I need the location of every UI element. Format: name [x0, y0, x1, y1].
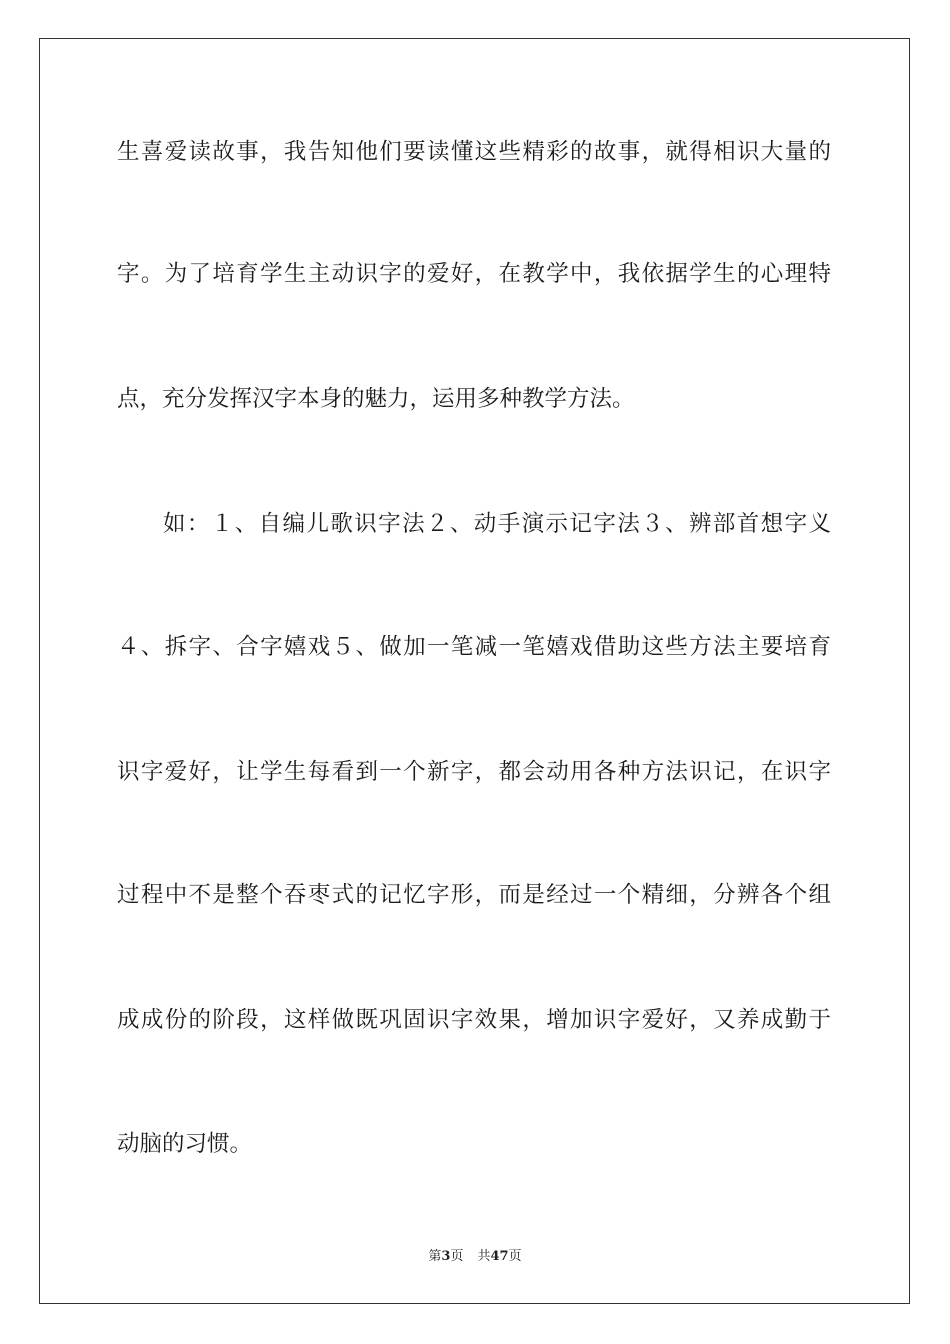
paragraph-line-9: 动脑的习惯。: [117, 1131, 253, 1157]
paragraph-line-6: 识字爱好，让学生每看到一个新字，都会动用各种方法识记，在识字: [117, 759, 831, 785]
paragraph-line-5: ４、拆字、合字嬉戏５、做加一笔减一笔嬉戏借助这些方法主要培育: [117, 634, 831, 660]
page-footer: [0, 1249, 950, 1265]
total-pages: 47: [490, 1249, 509, 1264]
paragraph-line-4: 如：１、自编儿歌识字法２、动手演示记字法３、辨部首想字义: [163, 511, 831, 537]
page-suffix: 页: [450, 1249, 464, 1264]
paragraph-line-3: 点，充分发挥汉字本身的魅力，运用多种教学方法。: [117, 386, 635, 412]
paragraph-line-1: 生喜爱读故事，我告知他们要读懂这些精彩的故事，就得相识大量的: [117, 139, 831, 165]
paragraph-line-2: 字。为了培育学生主动识字的爱好，在教学中，我依据学生的心理特: [117, 261, 831, 287]
paragraph-line-7: 过程中不是整个吞枣式的记忆字形，而是经过一个精细，分辨各个组: [117, 882, 831, 908]
paragraph-line-8: 成成份的阶段，这样做既巩固识字效果，增加识字爱好，又养成勤于: [117, 1007, 831, 1033]
total-prefix: 共: [477, 1249, 491, 1264]
page-number: 3: [441, 1249, 451, 1264]
page-border: [39, 38, 910, 1304]
total-suffix: 页: [508, 1249, 522, 1264]
page-prefix: 第: [428, 1249, 442, 1264]
